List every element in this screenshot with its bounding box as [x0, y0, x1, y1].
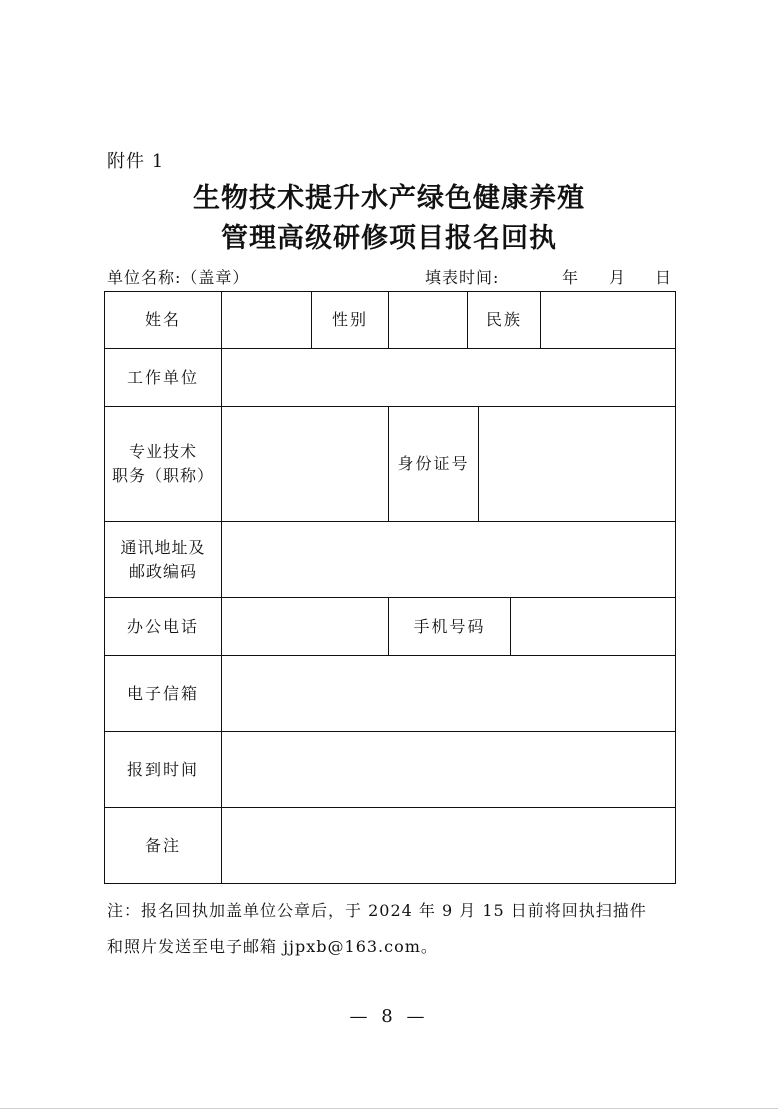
- page-number: — 8 —: [349, 1006, 429, 1027]
- id-number-label: 身份证号: [397, 454, 470, 473]
- arrival-time-field[interactable]: [222, 732, 675, 807]
- email-label: 电子信箱: [126, 683, 199, 703]
- fill-time-label: 填表时间:: [425, 268, 500, 287]
- remarks-field[interactable]: [222, 808, 675, 883]
- professional-title-line2: 职务（职称）: [111, 466, 214, 485]
- day-label: 日: [655, 268, 672, 287]
- page-bottom-divider: [0, 1108, 778, 1109]
- email-field[interactable]: [222, 656, 675, 731]
- footnote-line1: 注：报名回执加盖单位公章后，于 2024 年 9 月 15 日前将回执扫描件: [107, 901, 647, 920]
- footnote-line2: 和照片发送至电子邮箱 jjpxb@163.com。: [107, 937, 438, 956]
- attachment-label: 附件 1: [107, 151, 165, 172]
- gender-field[interactable]: [389, 292, 467, 348]
- address-line2: 邮政编码: [128, 561, 197, 581]
- office-phone-field[interactable]: [222, 598, 388, 655]
- unit-name-label: 单位名称:（盖章）: [107, 268, 250, 287]
- table-rule: [675, 291, 676, 884]
- id-number-field[interactable]: [479, 407, 675, 521]
- work-unit-label: 工作单位: [126, 367, 199, 387]
- office-phone-label: 办公电话: [126, 616, 199, 636]
- month-label: 月: [609, 268, 626, 287]
- professional-title-label: [105, 407, 221, 521]
- gender-label: 性别: [331, 310, 368, 329]
- remarks-label: 备注: [144, 835, 181, 855]
- mobile-label: 手机号码: [413, 616, 486, 636]
- name-field[interactable]: [222, 292, 311, 348]
- address-line1: 通讯地址及: [120, 537, 206, 557]
- address-field[interactable]: [222, 522, 675, 597]
- table-rule: [104, 883, 676, 884]
- professional-title-field[interactable]: [222, 407, 388, 521]
- arrival-time-label: 报到时间: [126, 759, 199, 779]
- mobile-field[interactable]: [511, 598, 675, 655]
- ethnicity-label: 民族: [485, 310, 522, 329]
- document-title-line2: 管理高级研修项目报名回执: [221, 223, 557, 254]
- professional-title-line1: 专业技术: [128, 442, 197, 461]
- year-label: 年: [562, 268, 579, 287]
- ethnicity-field[interactable]: [541, 292, 675, 348]
- document-title-line1: 生物技术提升水产绿色健康养殖: [193, 183, 585, 214]
- address-label: [105, 522, 221, 597]
- work-unit-field[interactable]: [222, 349, 675, 406]
- name-label: 姓名: [144, 310, 181, 329]
